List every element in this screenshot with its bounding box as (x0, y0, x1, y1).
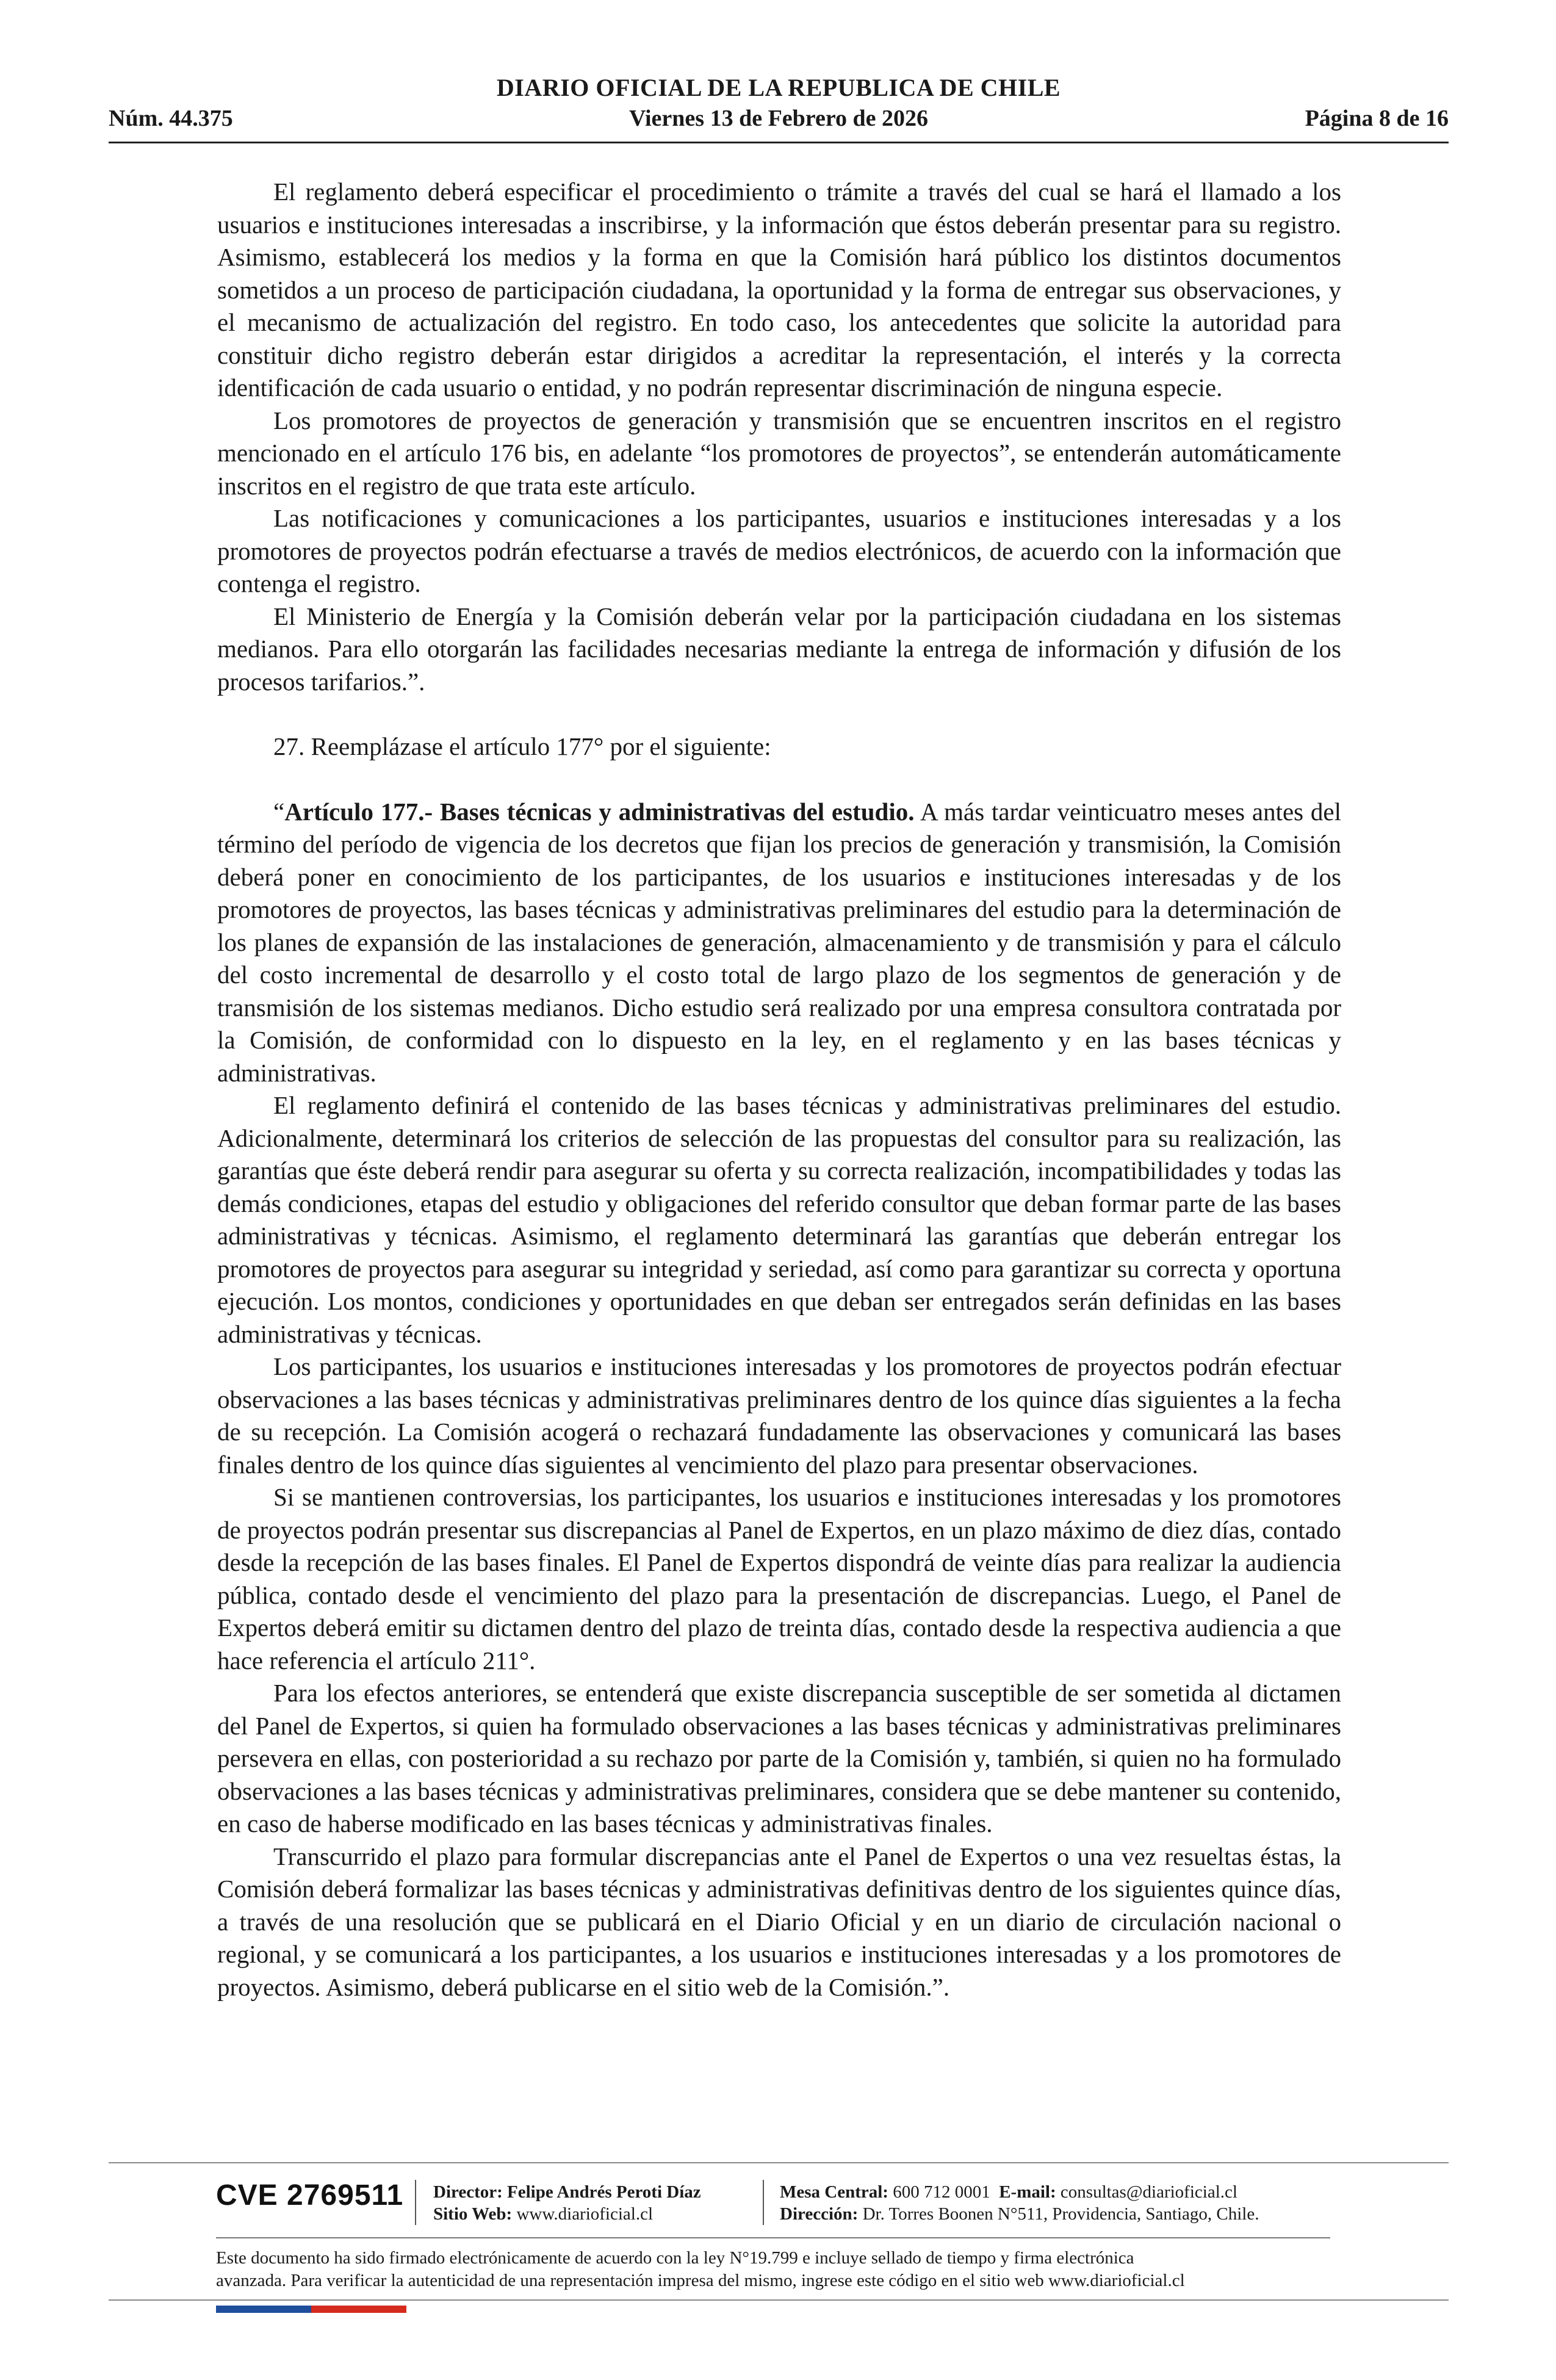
paragraph-project-promoters: Los promotores de proyectos de generación y transmisión que se encuentren inscritos en el registro mencionado en el artículo 176 bis, en adelante “los promotores de proyectos”, se entenderán automáticamente inscritos en el registro de que trata este artículo. (217, 406, 1341, 500)
footer-separator (763, 2180, 764, 2225)
mesa-label: Mesa Central: (780, 2182, 888, 2202)
legal-line: Este documento ha sido firmado electrónicamente de acuerdo con la ley N°19.799 e incluye sellado de tiempo y firma electrónica (216, 2248, 1134, 2268)
email-link[interactable]: consultas@diarioficial.cl (1060, 2182, 1237, 2202)
paragraph-amendment-27: 27. Reemplázase el artículo 177° por el siguiente: (273, 732, 771, 760)
footer-inner-divider (216, 2237, 1330, 2238)
director-block (433, 2181, 701, 2225)
issue-date: Viernes 13 de Febrero de 2026 (629, 106, 929, 131)
paragraph-article-177 (217, 796, 1341, 1090)
article-177-text: A más tardar veinticuatro meses antes del término del período de vigencia de los decretos que fijan los precios de generación y transmisión, la Comisión deberá poner en conocimiento de los participantes, de los usuarios e instituciones interesadas y de los promotores de proyectos, las bases técnicas y administrativas preliminares del estudio para la determinación de los planes de expansión de las instalaciones de generación, almacenamiento y de transmisión y para el cálculo del costo incremental de desarrollo y el costo total de largo plazo de los segmentos de generación y de transmisión de los sistemas medianos. Dicho estudio será realizado por una empresa consultora contratada por la Comisión, de conformidad con lo dispuesto en la ley, en el reglamento y en las bases técnicas y administrativas. (217, 797, 1341, 1087)
paragraph-registry-rules: El reglamento deberá especificar el procedimiento o trámite a través del cual se hará el llamado a los usuarios e instituciones interesadas a inscribirse, y la información que éstos deberán presentar para su registro. Asimismo, establecerá los medios y la forma en que la Comisión hará público los distintos documentos sometidos a un proceso de participación ciudadana, la oportunidad y la forma de entregar sus observaciones, y el mecanismo de actualización del registro. En todo caso, los antecedentes que solicite la autoridad para constituir dicho registro deberán estar dirigidos a acreditar la representación, el interés y la correcta identificación de cada usuario o entidad, y no podrán representar discriminación de ninguna especie. (217, 178, 1341, 402)
paragraph-notifications: Las notificaciones y comunicaciones a los participantes, usuarios e instituciones interesadas y a los promotores de proyectos podrán efectuarse a través de medios electrónicos, de acuerdo con la información que contenga el registro. (217, 504, 1341, 597)
publication-title: DIARIO OFICIAL DE LA REPUBLICA DE CHILE (496, 74, 1061, 101)
paragraph-bases-content: El reglamento definirá el contenido de las bases técnicas y administrativas preliminares del estudio. Adicionalmente, determinará los criterios de selección de las propuestas del consultor para su realización, las garantías que éste deberá rendir para asegurar su oferta y su correcta realización, incompatibilidades y todas las demás condiciones, etapas del estudio y obligaciones del referido consultor que deban formar parte de las bases administrativas y técnicas. Asimismo, el reglamento determinará las garantías que deberán entregar los promotores de proyectos para asegurar su integridad y seriedad, así como para garantizar su correcta y oportuna ejecución. Los montos, condiciones y oportunidades en que deban ser entregados serán definidas en las bases administrativas y técnicas. (217, 1091, 1341, 1348)
document-body (217, 176, 1341, 2003)
header-divider (109, 142, 1449, 143)
flag-stripe-blue (216, 2306, 311, 2313)
issue-number: Núm. 44.375 (109, 106, 233, 131)
footer-bottom-divider (109, 2299, 1449, 2301)
director-label: Director: (433, 2182, 503, 2202)
website-label: Sitio Web: (433, 2204, 513, 2224)
open-quote: “ (273, 797, 285, 826)
footer-top-divider (109, 2162, 1449, 2163)
legal-line: avanzada. Para verificar la autenticidad de una representación impresa del mismo, ingrese este código en el sitio web www.diarioficial.cl (216, 2271, 1185, 2290)
paragraph-controversies: Si se mantienen controversias, los participantes, los usuarios e instituciones interesadas y los promotores de proyectos podrán presentar sus discrepancias al Panel de Expertos, en un plazo máximo de diez días, contado desde la recepción de las bases finales. El Panel de Expertos dispondrá de veinte días para realizar la audiencia pública, contado desde el vencimiento del plazo para la presentación de discrepancias. Luego, el Panel de Expertos deberá emitir su dictamen dentro del plazo de treinta días, contado desde la respectiva audiencia a que hace referencia el artículo 211°. (217, 1483, 1341, 1675)
paragraph-discrepancy-definition: Para los efectos anteriores, se entenderá que existe discrepancia susceptible de ser sometida al dictamen del Panel de Expertos, si quien ha formulado observaciones a las bases técnicas y administrativas preliminares persevera en ellas, con posterioridad a su rechazo por parte de la Comisión y, también, si quien no ha formulado observaciones a las bases técnicas y administrativas preliminares, considera que se debe mantener su contenido, en caso de haberse modificado en las bases técnicas y administrativas finales. (217, 1679, 1341, 1837)
page-number: Página 8 de 16 (1305, 106, 1449, 131)
footer-separator (415, 2180, 416, 2225)
page-header (109, 73, 1449, 142)
paragraph-observations: Los participantes, los usuarios e instituciones interesadas y los promotores de proyectos podrán efectuar observaciones a las bases técnicas y administrativas preliminares dentro de los quince días siguientes a la fecha de su recepción. La Comisión acogerá o rechazará fundadamente las observaciones y comunicará las bases finales dentro de los quince días siguientes al vencimiento del plazo para presentar observaciones. (217, 1352, 1341, 1479)
paragraph-citizen-participation: El Ministerio de Energía y la Comisión deberán velar por la participación ciudadana en los sistemas medianos. Para ello otorgarán las facilidades necesarias mediante la entrega de información y difusión de los procesos tarifarios.”. (217, 602, 1341, 696)
director-name: Felipe Andrés Peroti Díaz (507, 2182, 701, 2202)
cve-code: CVE 2769511 (216, 2179, 404, 2212)
address-label: Dirección: (780, 2204, 859, 2224)
address-value: Dr. Torres Boonen N°511, Providencia, Santiago, Chile. (862, 2204, 1259, 2224)
paragraph-definitive-bases: Transcurrido el plazo para formular discrepancias ante el Panel de Expertos o una vez resueltas éstas, la Comisión deberá formalizar las bases técnicas y administrativas definitivas dentro de los siguientes quince días, a través de una resolución que se publicará en el Diario Oficial y en un diario de circulación nacional o regional, y se comunicará a los participantes, a los usuarios e instituciones interesadas y a los promotores de proyectos. Asimismo, deberá publicarse en el sitio web de la Comisión.”. (217, 1842, 1341, 2001)
website-link[interactable]: www.diarioficial.cl (516, 2204, 654, 2224)
contact-block (780, 2181, 1259, 2225)
flag-stripe-red (311, 2306, 406, 2313)
mesa-phone: 600 712 0001 (893, 2182, 990, 2202)
legal-notice (216, 2247, 1333, 2292)
article-177-heading: Artículo 177.- Bases técnicas y administrativas del estudio. (284, 797, 915, 826)
email-label: E-mail: (999, 2182, 1056, 2202)
